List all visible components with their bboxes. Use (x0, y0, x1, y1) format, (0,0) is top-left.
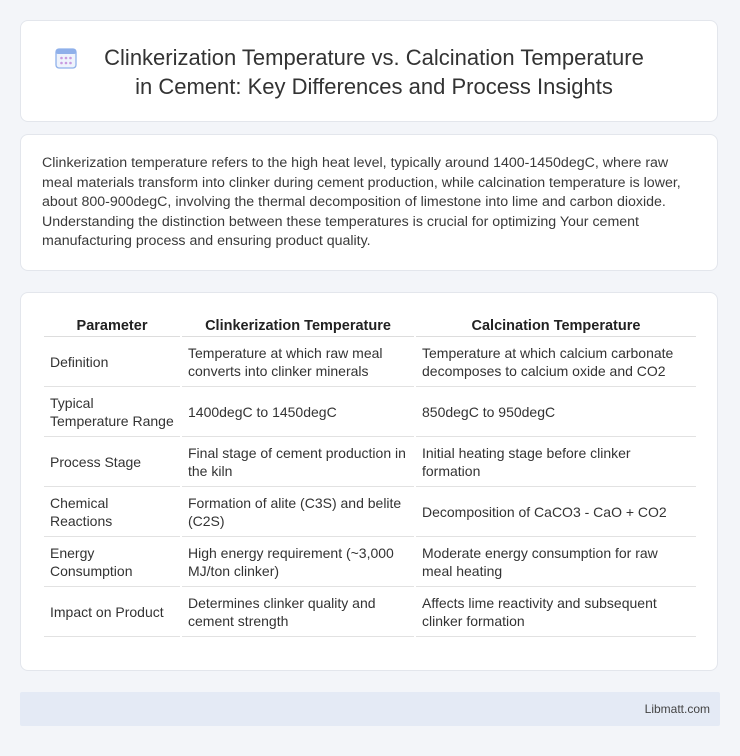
table-row (44, 537, 696, 587)
row-parameter: Chemical Reactions (44, 487, 180, 537)
table-row (44, 487, 696, 537)
comparison-table (42, 315, 698, 637)
page-title (51, 43, 697, 101)
column-header-parameter: Parameter (44, 315, 180, 337)
table-row (44, 587, 696, 637)
row-clinkerization: Determines clinker quality and cement strength (182, 587, 414, 637)
row-clinkerization: High energy requirement (~3,000 MJ/ton clinker) (182, 537, 414, 587)
row-clinkerization: Temperature at which raw meal converts into clinker minerals (182, 337, 414, 387)
title-card (20, 20, 718, 122)
table-row (44, 437, 696, 487)
row-parameter: Energy Consumption (44, 537, 180, 587)
row-parameter: Typical Temperature Range (44, 387, 180, 437)
row-clinkerization: 1400degC to 1450degC (182, 387, 414, 437)
column-header-clinkerization: Clinkerization Temperature (182, 315, 414, 337)
row-clinkerization: Final stage of cement production in the kiln (182, 437, 414, 487)
row-calcination: Decomposition of CaCO3 - CaO + CO2 (416, 487, 696, 537)
row-calcination: Affects lime reactivity and subsequent clinker formation (416, 587, 696, 637)
row-calcination: Temperature at which calcium carbonate decomposes to calcium oxide and CO2 (416, 337, 696, 387)
row-calcination: 850degC to 950degC (416, 387, 696, 437)
table-row (44, 337, 696, 387)
column-header-calcination: Calcination Temperature (416, 315, 696, 337)
row-calcination: Moderate energy consumption for raw meal heating (416, 537, 696, 587)
table-header-row (44, 315, 696, 337)
intro-card (20, 134, 718, 271)
page-title-line2: in Cement: Key Differences and Process Insights (135, 74, 613, 99)
comparison-card (20, 292, 718, 671)
row-parameter: Process Stage (44, 437, 180, 487)
intro-paragraph: Clinkerization temperature refers to the high heat level, typically around 1400-1450degC, where raw meal materials transform into clinker during cement production, while calcination temperature is lower, about 800-900degC, involving the thermal decomposition of limestone into lime and carbon dioxide. Understanding the distinction between these temperatures is crucial for optimizing Your cement manufacturing process and ensuring product quality. (42, 155, 681, 250)
footer (20, 692, 720, 726)
table-row (44, 387, 696, 437)
row-calcination: Initial heating stage before clinker formation (416, 437, 696, 487)
row-clinkerization: Formation of alite (C3S) and belite (C2S) (182, 487, 414, 537)
row-parameter: Definition (44, 337, 180, 387)
footer-brand-link[interactable]: Libmatt.com (644, 702, 710, 716)
page-title-line1: Clinkerization Temperature vs. Calcination Temperature (104, 45, 644, 70)
row-parameter: Impact on Product (44, 587, 180, 637)
